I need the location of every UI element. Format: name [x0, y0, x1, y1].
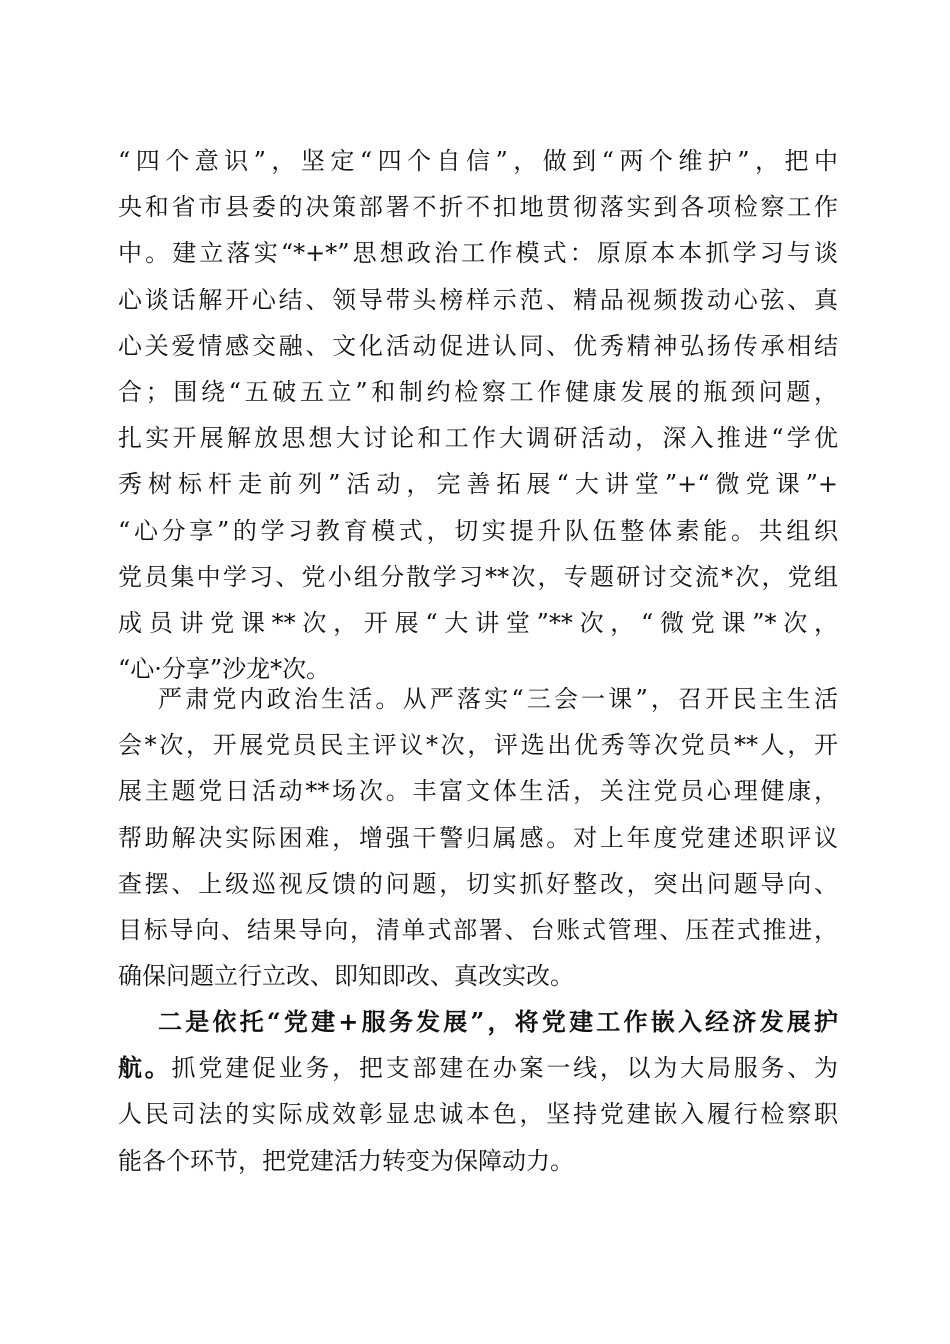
paragraph-party-life: [118, 676, 838, 999]
text-line: 能各个环节，把党建活力转变为保障动力。: [118, 1146, 574, 1175]
text-line: 成员讲党课**次，开展“大讲堂”**次，“微党课”*次，: [118, 608, 838, 637]
paragraph-thought-politics: [118, 138, 838, 692]
text-line: 央和省市县委的决策部署不折不扣地贯彻落实到各项检察工作: [118, 193, 838, 222]
section-heading-end: 航。: [118, 1053, 172, 1083]
text-line: 中。建立落实“*+*”思想政治工作模式：原原本本抓学习与谈: [118, 239, 838, 268]
text-line: 展主题党日活动**场次。丰富文体生活，关注党员心理健康，: [118, 777, 838, 806]
text-line: 帮助解决实际困难，增强干警归属感。对上年度党建述职评议: [118, 823, 838, 852]
text-line: “心分享”的学习教育模式，切实提升队伍整体素能。共组织: [118, 516, 838, 545]
text-line-rest: 抓党建促业务，把支部建在办案一线，以为大局服务、为: [171, 1054, 839, 1083]
text-line: “四个意识”，坚定“四个自信”，做到“两个维护”，把中: [118, 147, 838, 175]
text-line: 人民司法的实际成效彰显忠诚本色，坚持党建嵌入履行检察职: [118, 1100, 838, 1129]
text-line: 心关爱情感交融、文化活动促进认同、优秀精神弘扬传承相结: [118, 331, 838, 360]
section-heading: 二是依托“党建+服务发展”，将党建工作嵌入经济发展护: [158, 1007, 838, 1036]
text-line: [118, 1045, 838, 1091]
text-line: 查摆、上级巡视反馈的问题，切实抓好整改，突出问题导向、: [118, 869, 838, 898]
text-line: 严肃党内政治生活。从严落实“三会一课”，召开民主生活: [158, 685, 838, 713]
text-line: 会*次，开展党员民主评议*次，评选出优秀等次党员**人，开: [118, 731, 838, 760]
text-line: 秀树标杆走前列”活动，完善拓展“大讲堂”+“微党课”+: [118, 470, 838, 499]
text-line: 党员集中学习、党小组分散学习**次，专题研讨交流*次，党组: [118, 562, 838, 591]
text-line: 扎实开展解放思想大讨论和工作大调研活动，深入推进“学优: [118, 424, 838, 453]
text-line: 确保问题立行立改、即知即改、真改实改。: [118, 962, 574, 991]
text-line: 合；围绕“五破五立”和制约检察工作健康发展的瓶颈问题，: [118, 377, 838, 406]
paragraph-service-development: [118, 999, 838, 1184]
text-line: 心谈话解开心结、领导带头榜样示范、精品视频拨动心弦、真: [118, 285, 838, 314]
text-line: 目标导向、结果导向，清单式部署、台账式管理、压茬式推进，: [118, 915, 838, 944]
text-line: “心·分享”沙龙*次。: [118, 655, 331, 684]
